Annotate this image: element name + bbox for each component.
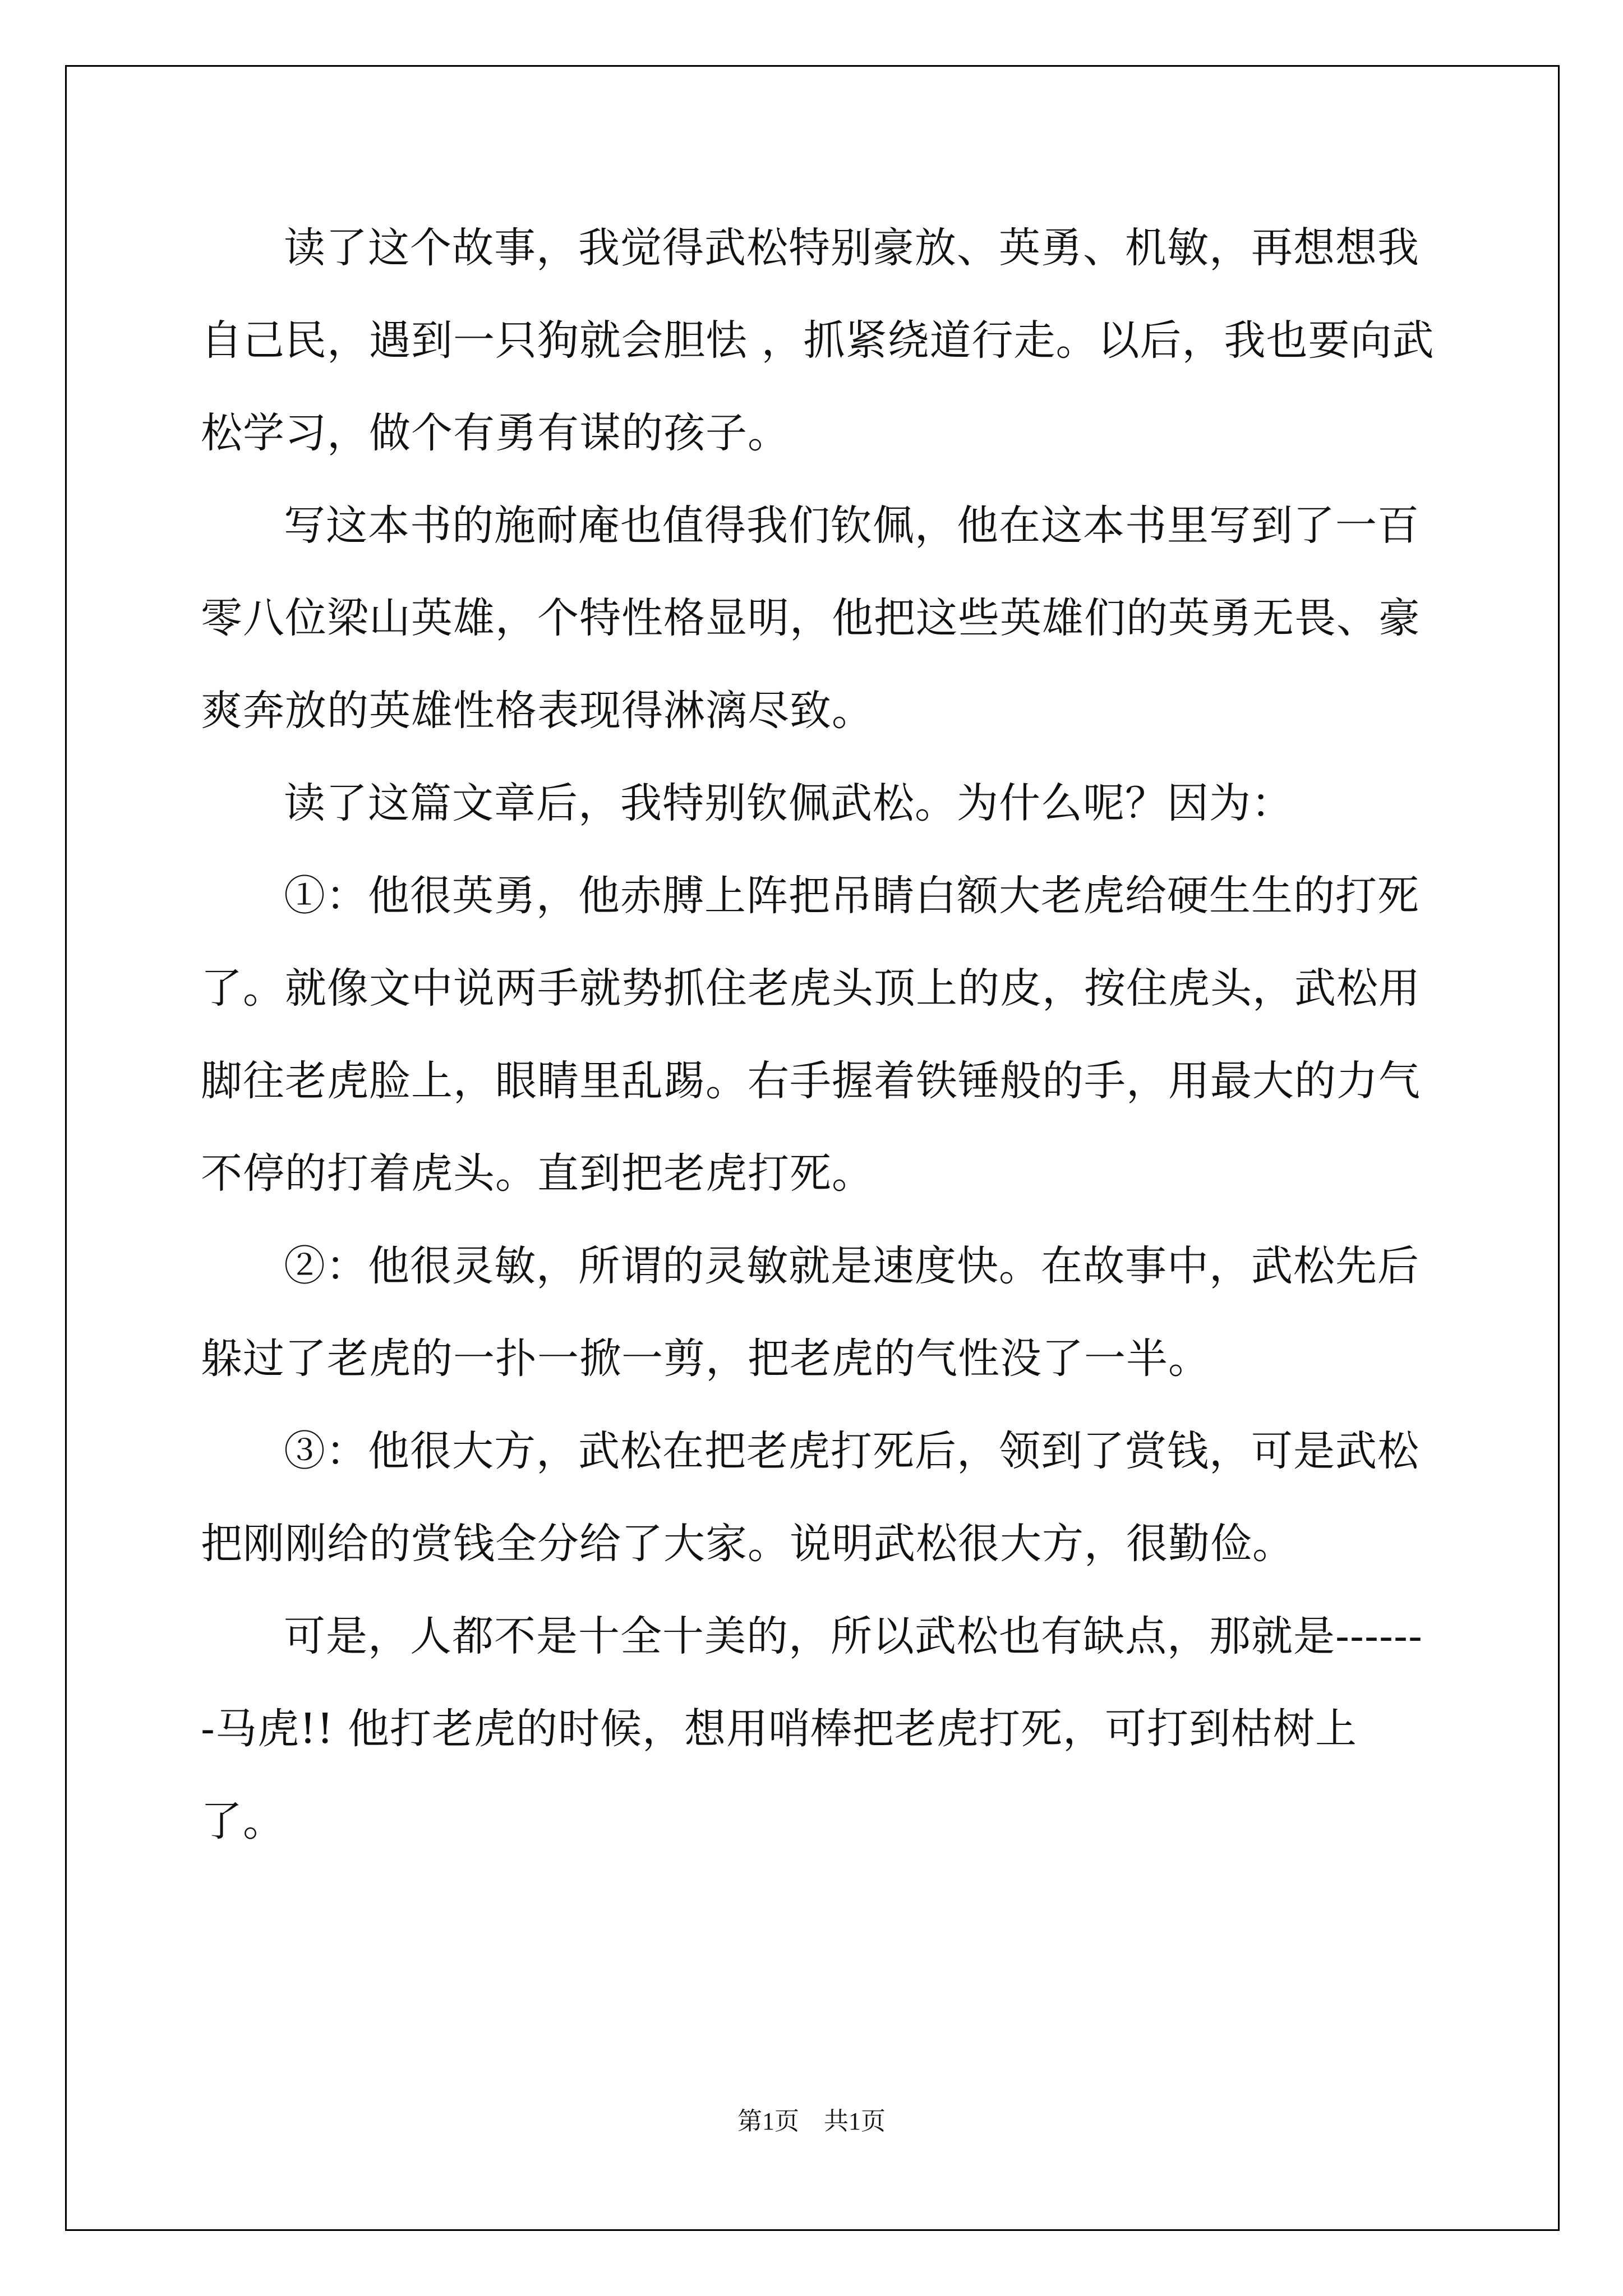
document-body [201,202,1435,1868]
paragraph: 读了这篇文章后，我特别钦佩武松。为什么呢？因为： [284,779,1293,827]
paragraph: ②：他很灵敏，所谓的灵敏就是速度快。在故事中，武松先后躲过了老虎的一扑一掀一剪，把老虎的气性没了一半。 [201,1242,1419,1383]
paragraph: 读了这个故事，我觉得武松特别豪放、英勇、机敏，再想想我自己民，遇到一只狗就会胆怯 ，抓紧绕道行走。以后，我也要向武松学习，做个有勇有谋的孩子。 [201,224,1435,457]
paragraph: ①：他很英勇，他赤膊上阵把吊睛白额大老虎给硬生生的打死了。就像文中说两手就势抓住老虎头顶上的皮，按住虎头，武松用脚往老虎脸上，眼睛里乱踢。右手握着铁锤般的手，用最大的力气不停的打着虎头。直到把老虎打死。 [201,872,1421,1198]
page-number: 第1页 [737,2108,799,2135]
page-footer [0,2101,1623,2137]
paragraph: 写这本书的施耐庵也值得我们钦佩，他在这本书里写到了一百零八位梁山英雄，个特性格显明，他把这些英雄们的英勇无畏、豪爽奔放的英雄性格表现得淋漓尽致。 [201,501,1421,735]
page-total: 共1页 [824,2108,886,2135]
paragraph: 可是，人都不是十全十美的，所以武松也有缺点，那就是-------马虎!! 他打老虎的时候，想用哨棒把老虎打死，可打到枯树上了。 [201,1612,1423,1846]
paragraph: ③：他很大方，武松在把老虎打死后，领到了赏钱，可是武松把刚刚给的赏钱全分给了大家。说明武松很大方，很勤俭。 [201,1427,1419,1568]
